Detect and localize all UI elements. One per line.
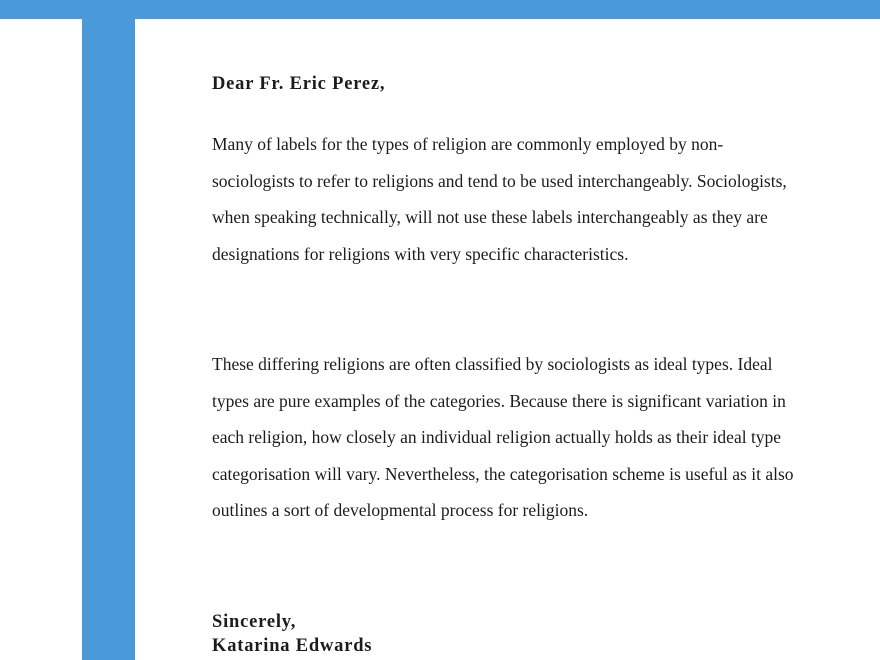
paragraph-1: Many of labels for the types of religion are commonly employed by non-sociologists to refer to religions and tend to be used interchangeably. Sociologists, when speaking technically, will not use these labels interchangeably as they are designations for religions with very specific characteristics. [212, 134, 787, 264]
closing: Sincerely, [212, 612, 297, 632]
paragraph-2: These differing religions are often classified by sociologists as ideal types. Ideal types are pure examples of the categories. Because there is significant variation in each religion, how closely an individual religion actually holds as their ideal type categorisation will vary. Nevertheless, the categorisation scheme is useful as it also outlines a sort of developmental process for religions. [212, 354, 794, 521]
salutation: Dear Fr. Eric Perez, [212, 74, 386, 94]
side-accent-bar [82, 0, 135, 660]
signature-name: Katarina Edwards [212, 636, 373, 656]
